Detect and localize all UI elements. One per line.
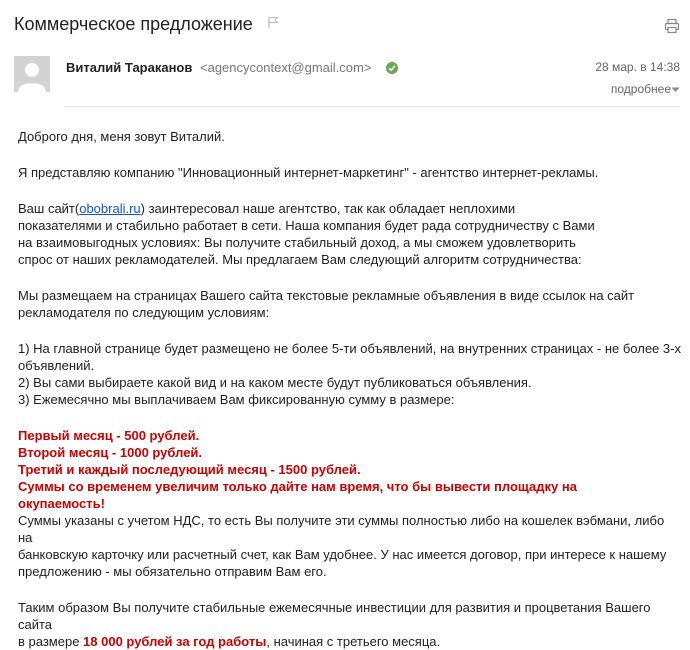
paragraph-3 (18, 512, 682, 580)
paragraph-1 (18, 200, 682, 268)
paragraph-2 (18, 287, 682, 321)
email-subject: Коммерческое предложение (14, 14, 253, 34)
print-icon[interactable] (664, 18, 680, 34)
intro: Я представляю компанию "Инновационный интернет-маркетинг" - агентство интернет-рекламы. (18, 165, 599, 180)
flag-icon[interactable] (267, 16, 279, 28)
chevron-down-icon (671, 87, 680, 93)
list-item-3: 3) Ежемесячно мы выплачиваем Вам фиксированную сумму в размере: (18, 392, 455, 407)
list-item-1 (18, 340, 682, 374)
price-note-line1: Суммы со временем увеличим только дайте нам время, что бы вывести площадку на (18, 479, 577, 494)
list-item-2: 2) Вы сами выбираете какой вид и на каком месте будут публиковаться объявления. (18, 375, 532, 390)
p3-line2: банковскую карточку или расчетный счет, как Вам удобнее. У нас имеется договор, при интересе к нашему (18, 547, 667, 562)
verified-icon (385, 61, 399, 75)
p2-line1: Мы размещаем на страницах Вашего сайта текстовые рекламные объявления в виде ссылок на сайт (18, 288, 635, 303)
details-toggle[interactable] (611, 82, 680, 96)
site-link[interactable]: obobrali.ru (79, 201, 141, 216)
price-note (18, 478, 682, 512)
greeting: Доброго дня, меня зовут Виталий. (18, 129, 225, 144)
p4-line1: Таким образом Вы получите стабильные ежемесячные инвестиции для развития и процветания Вашего сайта (18, 600, 651, 632)
avatar-placeholder-icon (14, 56, 50, 92)
p1-line2: показателями и стабильно работает в сети. Наша компания будет рада сотрудничеству с Вами (18, 218, 595, 233)
price-month-3: Третий и каждый последующий месяц - 1500 рублей. (18, 462, 361, 477)
price-month-1: Первый месяц - 500 рублей. (18, 428, 200, 443)
message-date: 28 мар. в 14:38 (595, 60, 680, 74)
paragraph-4 (18, 599, 682, 650)
item1-line2: объявлений. (18, 358, 95, 373)
sender-name[interactable]: Виталий Тараканов (66, 60, 193, 75)
sender-email: <agencycontext@gmail.com> (200, 60, 372, 75)
annual-amount: 18 000 рублей за год работы (83, 634, 267, 649)
p2-line2: рекламодателя по следующим условиям: (18, 305, 270, 320)
details-label: подробнее (610, 82, 671, 96)
p4-line2-prefix: в размере (18, 634, 84, 649)
p1-line3: на взаимовыгодных условиях: Вы получите стабильный доход, а мы сможем удовлетворить (18, 235, 576, 250)
subject-row (14, 14, 680, 40)
item1-line1: 1) На главной странице будет размещено не более 5-ти объявлений, на внутренних страницах - не более 3-х (18, 341, 681, 356)
p3-line1: Суммы указаны с учетом НДС, то есть Вы получите эти суммы полностью либо на кошелек вэбмани, либо на (18, 513, 665, 545)
p4-line2-suffix: , начиная с третьего месяца. (266, 634, 441, 649)
header-divider (64, 106, 680, 107)
p1-prefix: Ваш сайт( (18, 201, 80, 216)
p1-line4: спрос от наших рекламодателей. Мы предлагаем Вам следующий алгоритм сотрудничества: (18, 252, 582, 267)
message-header (14, 56, 680, 106)
message-body (18, 128, 682, 650)
p1-line1: ) заинтересовал наше агентство, так как обладает неплохими (140, 201, 516, 216)
p3-line3: предложению - мы обязательно отправим Вам его. (18, 564, 327, 579)
price-note-line2: окупаемость! (18, 496, 105, 511)
avatar[interactable] (14, 56, 50, 92)
price-month-2: Второй месяц - 1000 рублей. (18, 445, 203, 460)
sender-line (66, 60, 399, 75)
